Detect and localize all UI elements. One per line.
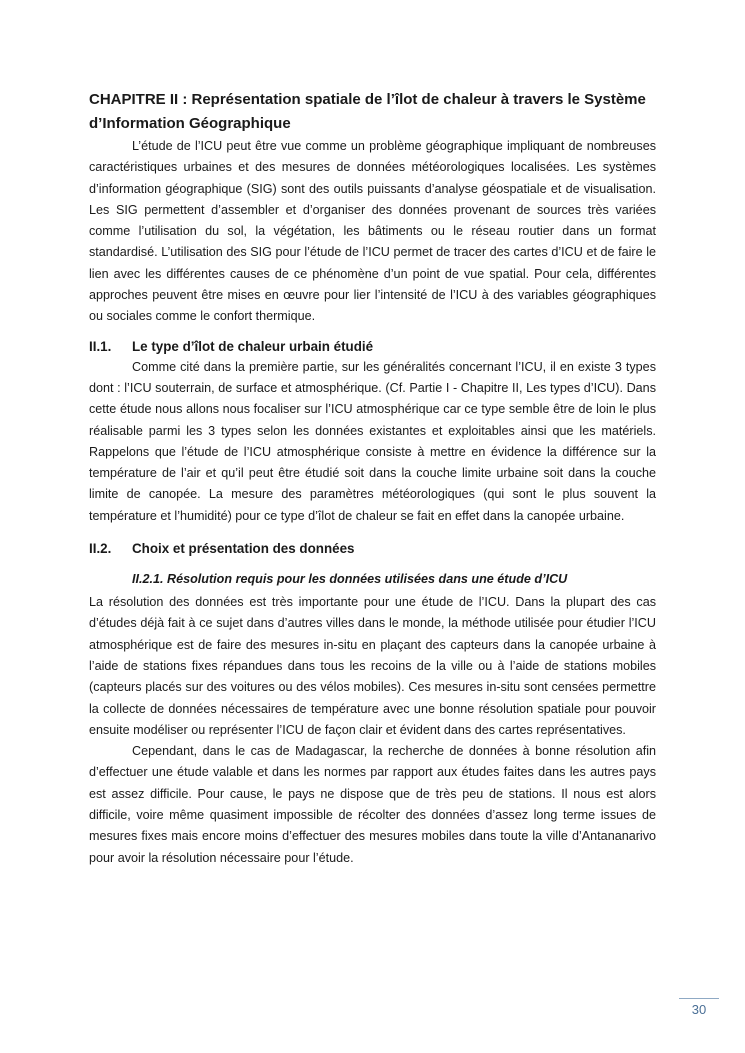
- section-heading-ii2: [89, 539, 656, 559]
- section-ii2-paragraph-2: Cependant, dans le cas de Madagascar, la recherche de données à bonne résolution afin d’effectuer une étude valable et dans les normes par rapport aux études faites dans les autres pays est assez difficile. Pour cause, le pays ne dispose que de très peu de stations. Il nous est alors difficile, voire même quasiment impossible de récolter des données d’assez long terme issues de mesures fixes mais encore moins d’effectuer des mesures mobiles dans toute la ville d’Antananarivo pour avoir la résolution nécessaire pour l’étude.: [89, 744, 656, 865]
- subsection-heading-ii21: II.2.1. Résolution requis pour les données utilisées dans une étude d’ICU: [132, 572, 568, 587]
- section-ii1-paragraph: Comme cité dans la première partie, sur les généralités concernant l’ICU, il en existe 3 types dont : l’ICU souterrain, de surface et atmosphérique. (Cf. Partie I - Chapitre II, Les types d’ICU). Dans cette étude nous allons nous focaliser sur l’ICU atmosphérique car ce type semble être de loin le plus réalisable parmi les 3 types selon les données existantes et exploitables ainsi que les matériels. Rappelons que l’étude de l’ICU atmosphérique consiste à mettre en évidence la différence sur la température de l’air et qu’il peut être étudié soit dans la couche limite urbaine soit dans la couche limite de canopée. La mesure des paramètres météorologiques (qui sont le plus souvent la température et l’humidité) pour ce type d’îlot de chaleur se fait en effet dans la canopée urbaine.: [89, 359, 656, 523]
- chapter-title: CHAPITRE II : Représentation spatiale de l’îlot de chaleur à travers le Système d’Information Géographique: [89, 91, 646, 132]
- document-page: [89, 88, 656, 869]
- section-number: II.2.: [89, 541, 112, 557]
- section-number: II.1.: [89, 338, 112, 354]
- section-title: Le type d’îlot de chaleur urbain étudié: [132, 338, 374, 354]
- section-ii2-paragraph-1: La résolution des données est très importante pour une étude de l’ICU. Dans la plupart des cas d’études déjà fait à ce sujet dans d’autres villes dans le monde, la méthode utilisée pour étudier l’ICU atmosphérique est de faire des mesures in-situ en plaçant des capteurs dans la canopée urbaine à l’aide de stations fixes répandues dans tous les recoins de la ville ou à l’aide de stations mobiles (capteurs placés sur des voitures ou des vélos mobiles). Ces mesures in-situ sont censées permettre la collecte de données nécessaires de température avec une bonne résolution spatiale pour pouvoir ensuite modéliser ou représenter l’ICU de façon clair et évident dans des cartes représentatives.: [89, 595, 656, 737]
- page-number: 30: [691, 1002, 707, 1017]
- chapter-intro-paragraph: L’étude de l’ICU peut être vue comme un problème géographique impliquant de nombreuses caractéristiques urbaines et des mesures de données météorologiques localisées. Les systèmes d’information géographique (SIG) sont des outils puissants d’analyse géospatiale et de visualisation. Les SIG permettent d’assembler et d’organiser des données provenant de sources très variées comme l’utilisation du sol, la végétation, les bâtiments ou le réseau routier dans un format standardisé. L’utilisation des SIG pour l’étude de l’ICU permet de tracer des cartes d’ICU et de faire le lien avec les différentes causes de ce phénomène d’un point de vue spatial. Pour cela, différentes approches peuvent être mises en œuvre pour lier l’intensité de l’ICU à des variables géographiques ou sociales comme le confort thermique.: [89, 139, 656, 324]
- footer-divider: [679, 998, 719, 999]
- section-title: Choix et présentation des données: [132, 541, 355, 557]
- section-heading-ii1: [89, 337, 656, 357]
